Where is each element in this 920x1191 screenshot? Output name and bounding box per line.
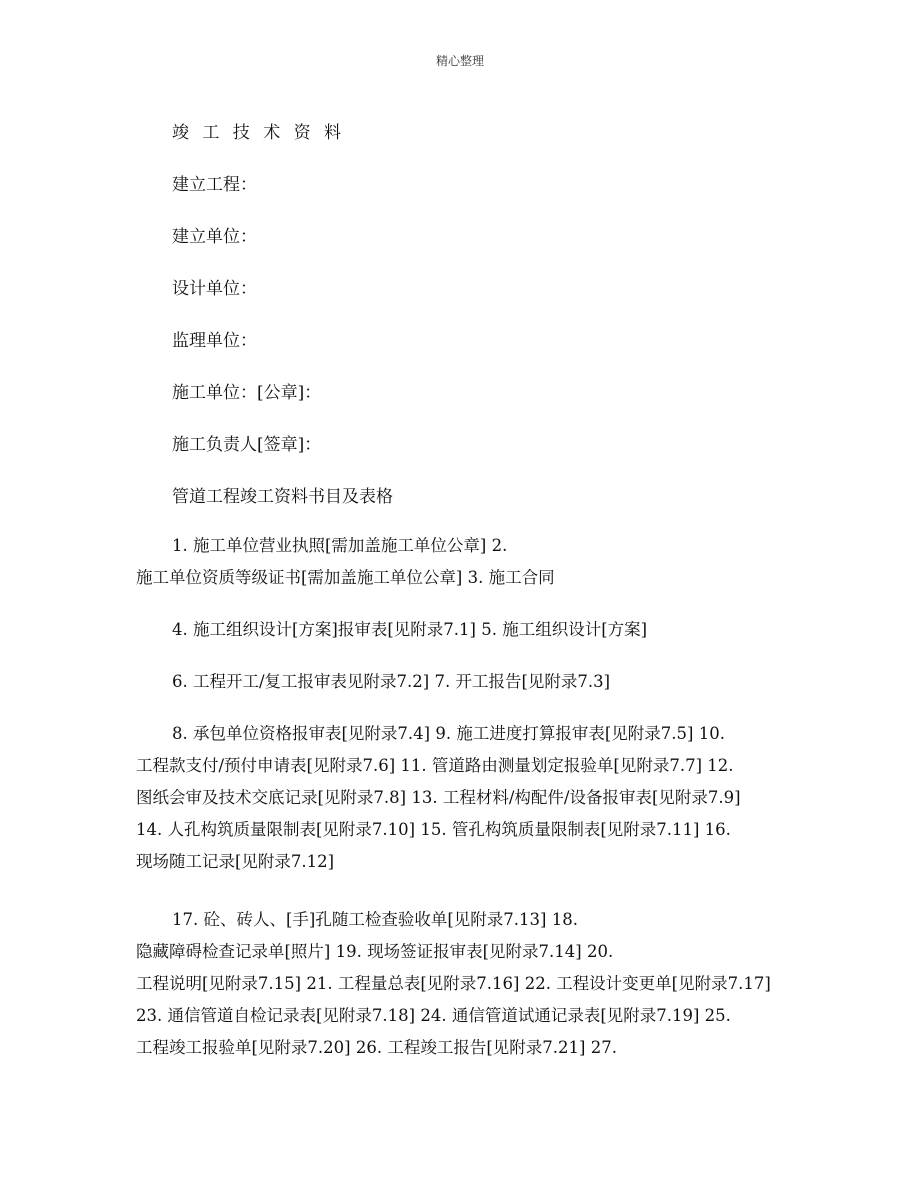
field-builder: 建立单位： [172,227,257,247]
list-line: 工程竣工报验单[见附录7.20] 26. 工程竣工报告[见附录7.21] 27. [136,1038,617,1057]
field-project: 建立工程： [172,175,257,195]
field-contractor-lead: 施工负责人[签章]： [172,435,322,455]
list-line: 隐藏障碍检查记录单[照片] 19. 现场签证报审表[见附录7.14] 20. [136,942,614,961]
list-line: 6. 工程开工/复工报审表见附录7.2] 7. 开工报告[见附录7.3] [172,672,611,691]
list-paragraph-4 [136,718,796,878]
list-line: 4. 施工组织设计[方案]报审表[见附录7.1] 5. 施工组织设计[方案] [172,620,648,639]
list-paragraph-3 [136,666,796,698]
list-paragraph-5 [136,904,796,1064]
section-title: 管道工程竣工资料书目及表格 [172,487,393,507]
list-line: 23. 通信管道自检记录表[见附录7.18] 24. 通信管道试通记录表[见附录7.19] 25. [136,1006,731,1025]
list-line: 1. 施工单位营业执照[需加盖施工单位公章] 2. [172,536,508,555]
list-line: 8. 承包单位资格报审表[见附录7.4] 9. 施工进度打算报审表[见附录7.5] 10. [172,724,725,743]
list-line: 图纸会审及技术交底记录[见附录7.8] 13. 工程材料/构配件/设备报审表[见附录7.9] [136,788,741,807]
field-supervisor: 监理单位： [172,331,257,351]
list-line: 14. 人孔构筑质量限制表[见附录7.10] 15. 管孔构筑质量限制表[见附录7.11] 16. [136,820,731,839]
list-line: 17. 砼、砖人、[手]孔随工检查验收单[见附录7.13] 18. [172,910,578,929]
list-line: 施工单位资质等级证书[需加盖施工单位公章] 3. 施工合同 [136,568,555,587]
field-contractor: 施工单位：[公章]： [172,383,322,403]
list-paragraph-1 [136,530,796,594]
field-designer: 设计单位： [172,279,257,299]
list-line: 现场随工记录[见附录7.12] [136,852,335,871]
page-header: 精心整理 [435,54,484,68]
list-line: 工程款支付/预付申请表[见附录7.6] 11. 管道路由测量划定报验单[见附录7.7] 12. [136,756,734,775]
list-paragraph-2 [136,614,796,646]
list-line: 工程说明[见附录7.15] 21. 工程量总表[见附录7.16] 22. 工程设计变更单[见附录7.17] [136,974,771,993]
document-title: 竣 工 技 术 资 料 [172,123,346,143]
